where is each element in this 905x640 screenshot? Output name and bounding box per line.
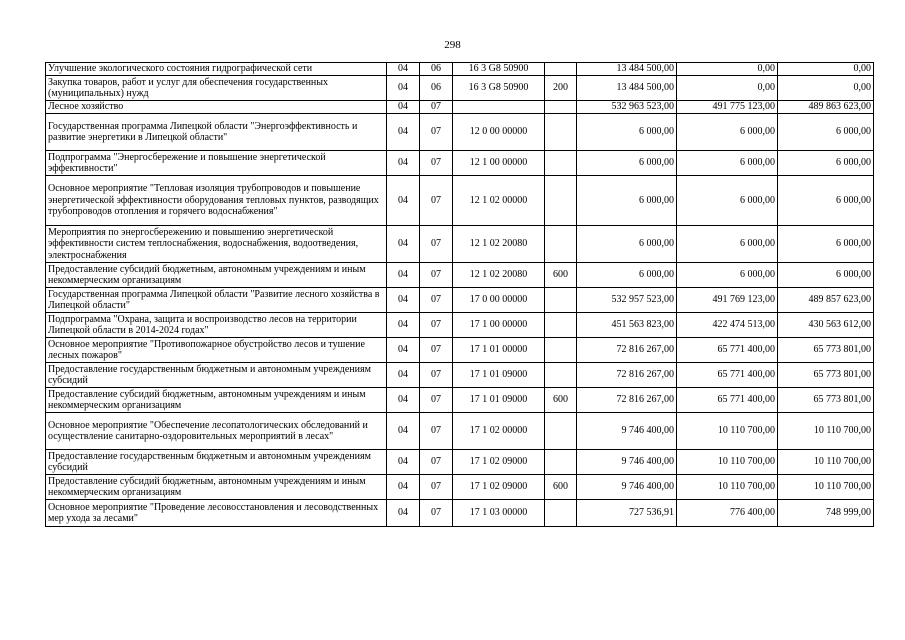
table-row xyxy=(46,413,874,450)
amount-year1-cell: 451 563 823,00 xyxy=(577,313,677,338)
subsection-code-cell: 07 xyxy=(420,101,453,114)
amount-year2-cell: 65 771 400,00 xyxy=(677,388,778,413)
target-article-cell: 12 1 02 00000 xyxy=(453,176,545,226)
amount-year1-cell: 532 957 523,00 xyxy=(577,288,677,313)
row-name-cell: Закупка товаров, работ и услуг для обеспечения государственных (муниципальных) нужд xyxy=(46,76,387,101)
section-code-cell: 04 xyxy=(387,338,420,363)
row-name-cell: Подпрограмма "Охрана, защита и воспроизводство лесов на территории Липецкой области в 2014-2024 годах" xyxy=(46,313,387,338)
expense-type-cell xyxy=(545,313,577,338)
table-row xyxy=(46,114,874,151)
target-article-cell: 12 1 02 20080 xyxy=(453,226,545,263)
target-article-cell: 17 1 00 00000 xyxy=(453,313,545,338)
table-row xyxy=(46,176,874,226)
amount-year1-cell: 13 484 500,00 xyxy=(577,76,677,101)
expense-type-cell: 600 xyxy=(545,263,577,288)
target-article-cell: 12 1 02 20080 xyxy=(453,263,545,288)
amount-year3-cell: 65 773 801,00 xyxy=(778,388,874,413)
amount-year3-cell: 10 110 700,00 xyxy=(778,413,874,450)
table-row xyxy=(46,101,874,114)
subsection-code-cell: 07 xyxy=(420,288,453,313)
amount-year2-cell: 65 771 400,00 xyxy=(677,363,778,388)
amount-year1-cell: 727 536,91 xyxy=(577,500,677,527)
target-article-cell: 16 3 G8 50900 xyxy=(453,63,545,76)
amount-year1-cell: 13 484 500,00 xyxy=(577,63,677,76)
amount-year3-cell: 10 110 700,00 xyxy=(778,475,874,500)
subsection-code-cell: 07 xyxy=(420,338,453,363)
row-name-cell: Лесное хозяйство xyxy=(46,101,387,114)
subsection-code-cell: 07 xyxy=(420,475,453,500)
amount-year1-cell: 9 746 400,00 xyxy=(577,413,677,450)
target-article-cell: 17 1 02 09000 xyxy=(453,475,545,500)
subsection-code-cell: 06 xyxy=(420,63,453,76)
amount-year3-cell: 0,00 xyxy=(778,63,874,76)
section-code-cell: 04 xyxy=(387,151,420,176)
expense-type-cell xyxy=(545,363,577,388)
row-name-cell: Основное мероприятие "Противопожарное обустройство лесов и тушение лесных пожаров" xyxy=(46,338,387,363)
amount-year3-cell: 65 773 801,00 xyxy=(778,363,874,388)
row-name-cell: Мероприятия по энергосбережению и повышению энергетической эффективности систем теплоснабжения, водоснабжения, водоотведения, электроснабжения xyxy=(46,226,387,263)
expense-type-cell xyxy=(545,226,577,263)
expense-type-cell xyxy=(545,114,577,151)
amount-year3-cell: 10 110 700,00 xyxy=(778,450,874,475)
amount-year2-cell: 10 110 700,00 xyxy=(677,475,778,500)
amount-year1-cell: 9 746 400,00 xyxy=(577,475,677,500)
amount-year1-cell: 6 000,00 xyxy=(577,151,677,176)
target-article-cell: 17 1 02 00000 xyxy=(453,413,545,450)
amount-year2-cell: 422 474 513,00 xyxy=(677,313,778,338)
expense-type-cell xyxy=(545,413,577,450)
expense-type-cell xyxy=(545,500,577,527)
amount-year2-cell: 0,00 xyxy=(677,76,778,101)
section-code-cell: 04 xyxy=(387,101,420,114)
page-number: 298 xyxy=(444,39,461,51)
amount-year3-cell: 489 857 623,00 xyxy=(778,288,874,313)
amount-year1-cell: 6 000,00 xyxy=(577,114,677,151)
expense-type-cell xyxy=(545,63,577,76)
amount-year3-cell: 748 999,00 xyxy=(778,500,874,527)
row-name-cell: Основное мероприятие "Обеспечение лесопатологических обследований и осуществление санитарно-оздоровительных мероприятий в лесах" xyxy=(46,413,387,450)
amount-year3-cell: 430 563 612,00 xyxy=(778,313,874,338)
section-code-cell: 04 xyxy=(387,176,420,226)
section-code-cell: 04 xyxy=(387,475,420,500)
amount-year3-cell: 0,00 xyxy=(778,76,874,101)
expense-type-cell xyxy=(545,288,577,313)
section-code-cell: 04 xyxy=(387,313,420,338)
subsection-code-cell: 07 xyxy=(420,500,453,527)
section-code-cell: 04 xyxy=(387,288,420,313)
expense-type-cell xyxy=(545,101,577,114)
table-row xyxy=(46,151,874,176)
table-row xyxy=(46,388,874,413)
table-row xyxy=(46,475,874,500)
row-name-cell: Государственная программа Липецкой области "Энергоэффективность и развитие энергетики в Липецкой области" xyxy=(46,114,387,151)
table-row xyxy=(46,226,874,263)
amount-year3-cell: 6 000,00 xyxy=(778,151,874,176)
table-row xyxy=(46,363,874,388)
row-name-cell: Основное мероприятие "Проведение лесовосстановления и лесоводственных мер ухода за лесами" xyxy=(46,500,387,527)
budget-table xyxy=(45,62,874,527)
table-row xyxy=(46,76,874,101)
table-row xyxy=(46,288,874,313)
target-article-cell: 17 1 01 00000 xyxy=(453,338,545,363)
row-name-cell: Государственная программа Липецкой области "Развитие лесного хозяйства в Липецкой области" xyxy=(46,288,387,313)
subsection-code-cell: 07 xyxy=(420,114,453,151)
subsection-code-cell: 07 xyxy=(420,413,453,450)
table-row xyxy=(46,500,874,527)
section-code-cell: 04 xyxy=(387,263,420,288)
row-name-cell: Улучшение экологического состояния гидрографической сети xyxy=(46,63,387,76)
target-article-cell: 12 1 00 00000 xyxy=(453,151,545,176)
amount-year2-cell: 6 000,00 xyxy=(677,151,778,176)
amount-year2-cell: 10 110 700,00 xyxy=(677,413,778,450)
table-row xyxy=(46,450,874,475)
row-name-cell: Предоставление государственным бюджетным и автономным учреждениям субсидий xyxy=(46,363,387,388)
subsection-code-cell: 07 xyxy=(420,151,453,176)
amount-year1-cell: 72 816 267,00 xyxy=(577,363,677,388)
amount-year2-cell: 6 000,00 xyxy=(677,263,778,288)
table-row xyxy=(46,338,874,363)
expense-type-cell xyxy=(545,176,577,226)
section-code-cell: 04 xyxy=(387,413,420,450)
section-code-cell: 04 xyxy=(387,363,420,388)
target-article-cell: 17 0 00 00000 xyxy=(453,288,545,313)
subsection-code-cell: 07 xyxy=(420,226,453,263)
amount-year1-cell: 6 000,00 xyxy=(577,226,677,263)
target-article-cell: 17 1 01 09000 xyxy=(453,388,545,413)
subsection-code-cell: 06 xyxy=(420,76,453,101)
section-code-cell: 04 xyxy=(387,226,420,263)
subsection-code-cell: 07 xyxy=(420,388,453,413)
expense-type-cell xyxy=(545,151,577,176)
amount-year1-cell: 532 963 523,00 xyxy=(577,101,677,114)
amount-year1-cell: 9 746 400,00 xyxy=(577,450,677,475)
subsection-code-cell: 07 xyxy=(420,176,453,226)
target-article-cell: 12 0 00 00000 xyxy=(453,114,545,151)
expense-type-cell xyxy=(545,338,577,363)
table-row xyxy=(46,313,874,338)
expense-type-cell: 600 xyxy=(545,475,577,500)
amount-year1-cell: 6 000,00 xyxy=(577,263,677,288)
section-code-cell: 04 xyxy=(387,388,420,413)
row-name-cell: Основное мероприятие "Тепловая изоляция трубопроводов и повышение энергетической эффективности оборудования тепловых пунктов, разводящих трубопроводов отопления и горячего водоснабжения" xyxy=(46,176,387,226)
amount-year2-cell: 0,00 xyxy=(677,63,778,76)
amount-year1-cell: 72 816 267,00 xyxy=(577,338,677,363)
budget-table-body xyxy=(46,63,874,527)
amount-year3-cell: 6 000,00 xyxy=(778,226,874,263)
amount-year3-cell: 65 773 801,00 xyxy=(778,338,874,363)
amount-year2-cell: 10 110 700,00 xyxy=(677,450,778,475)
amount-year1-cell: 72 816 267,00 xyxy=(577,388,677,413)
row-name-cell: Предоставление государственным бюджетным и автономным учреждениям субсидий xyxy=(46,450,387,475)
subsection-code-cell: 07 xyxy=(420,263,453,288)
section-code-cell: 04 xyxy=(387,76,420,101)
row-name-cell: Подпрограмма "Энергосбережение и повышение энергетической эффективности" xyxy=(46,151,387,176)
table-row xyxy=(46,263,874,288)
subsection-code-cell: 07 xyxy=(420,363,453,388)
expense-type-cell: 600 xyxy=(545,388,577,413)
amount-year2-cell: 776 400,00 xyxy=(677,500,778,527)
amount-year2-cell: 491 769 123,00 xyxy=(677,288,778,313)
row-name-cell: Предоставление субсидий бюджетным, автономным учреждениям и иным некоммерческим организациям xyxy=(46,475,387,500)
target-article-cell: 17 1 03 00000 xyxy=(453,500,545,527)
target-article-cell xyxy=(453,101,545,114)
amount-year1-cell: 6 000,00 xyxy=(577,176,677,226)
amount-year2-cell: 6 000,00 xyxy=(677,114,778,151)
section-code-cell: 04 xyxy=(387,63,420,76)
amount-year2-cell: 491 775 123,00 xyxy=(677,101,778,114)
row-name-cell: Предоставление субсидий бюджетным, автономным учреждениям и иным некоммерческим организациям xyxy=(46,388,387,413)
section-code-cell: 04 xyxy=(387,450,420,475)
amount-year3-cell: 6 000,00 xyxy=(778,114,874,151)
target-article-cell: 16 3 G8 50900 xyxy=(453,76,545,101)
section-code-cell: 04 xyxy=(387,114,420,151)
amount-year3-cell: 489 863 623,00 xyxy=(778,101,874,114)
subsection-code-cell: 07 xyxy=(420,313,453,338)
amount-year2-cell: 6 000,00 xyxy=(677,176,778,226)
table-row xyxy=(46,63,874,76)
amount-year2-cell: 65 771 400,00 xyxy=(677,338,778,363)
amount-year3-cell: 6 000,00 xyxy=(778,263,874,288)
subsection-code-cell: 07 xyxy=(420,450,453,475)
expense-type-cell: 200 xyxy=(545,76,577,101)
amount-year3-cell: 6 000,00 xyxy=(778,176,874,226)
expense-type-cell xyxy=(545,450,577,475)
amount-year2-cell: 6 000,00 xyxy=(677,226,778,263)
target-article-cell: 17 1 01 09000 xyxy=(453,363,545,388)
row-name-cell: Предоставление субсидий бюджетным, автономным учреждениям и иным некоммерческим организациям xyxy=(46,263,387,288)
target-article-cell: 17 1 02 09000 xyxy=(453,450,545,475)
section-code-cell: 04 xyxy=(387,500,420,527)
